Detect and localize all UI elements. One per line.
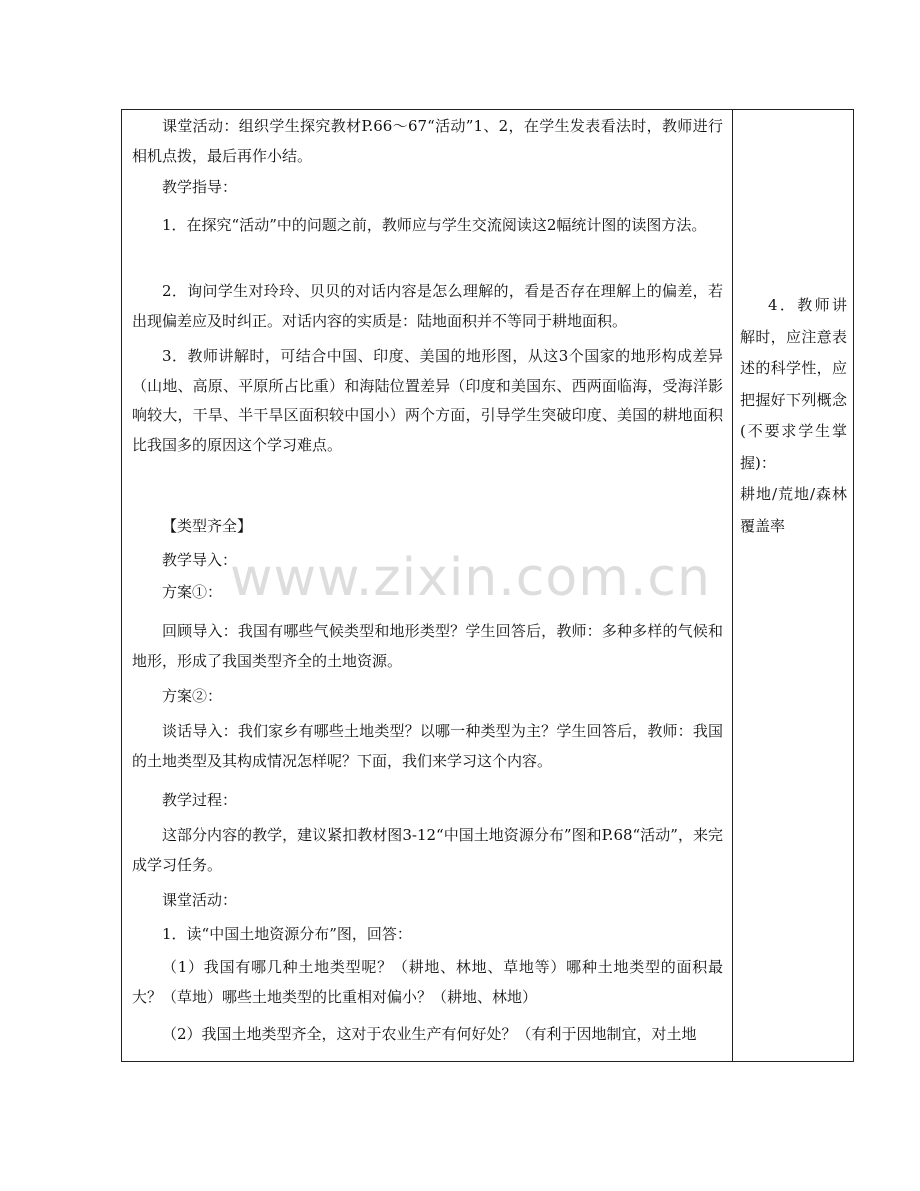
paragraph-review-intro: 回顾导入：我国有哪些气候类型和地形类型？学生回答后，教师：多种多样的气候和地形，形成了我国类型齐全的土地资源。	[132, 622, 723, 670]
paragraph-plan-1: 方案①：	[162, 583, 223, 601]
paragraph-class-activity: 课堂活动：组织学生探究教材P.66～67“活动”1、2，在学生发表看法时，教师进行相机点拨，最后再作小结。	[132, 117, 723, 165]
main-content-cell	[122, 110, 732, 1061]
paragraph-activity-1: 1．读“中国土地资源分布”图，回答：	[162, 925, 412, 943]
side-note-1: 4．教师讲解时，应注意表述的科学性，应把握好下列概念(不要求学生掌握)：	[740, 296, 847, 472]
paragraph-question-2: （2）我国土地类型齐全，这对于农业生产有何好处？（有利于因地制宜，对土地	[162, 1025, 697, 1043]
paragraph-intro-heading: 教学导入：	[162, 551, 238, 569]
paragraph-guidance-2: 2．询问学生对玲玲、贝贝的对话内容是怎么理解的，看是否存在理解上的偏差，若出现偏差应及时纠正。对话内容的实质是：陆地面积并不等同于耕地面积。	[132, 282, 723, 330]
paragraph-plan-2: 方案②：	[162, 687, 223, 705]
paragraph-guidance-3: 3．教师讲解时，可结合中国、印度、美国的地形图，从这3个国家的地形构成差异（山地、高原、平原所占比重）和海陆位置差异（印度和美国东、西两面临海，受海洋影响较大，干旱、半干旱区面积较中国小）两个方面，引导学生突破印度、美国的耕地面积比我国多的原因这个学习难点。	[132, 347, 723, 454]
side-note-text	[740, 290, 847, 542]
paragraph-process: 这部分内容的教学，建议紧扣教材图3-12“中国土地资源分布”图和P.68“活动”，来完成学习任务。	[132, 826, 723, 874]
paragraph-process-heading: 教学过程：	[162, 791, 238, 809]
paragraph-question-1: （1）我国有哪几种土地类型呢？（耕地、林地、草地等）哪种土地类型的面积最大？（草地）哪些土地类型的比重相对偏小？（耕地、林地）	[132, 958, 723, 1006]
paragraph-talk-intro: 谈话导入：我们家乡有哪些土地类型？以哪一种类型为主？学生回答后，教师：我国的土地类型及其构成情况怎样呢？下面，我们来学习这个内容。	[132, 722, 723, 770]
side-note-2: 耕地/荒地/森林覆盖率	[740, 485, 847, 535]
watermark: www.zixin.com.cn	[230, 548, 711, 608]
paragraph-activity-heading: 课堂活动：	[162, 891, 238, 909]
paragraph-guidance-1: 1．在探究“活动”中的问题之前，教师应与学生交流阅读这2幅统计图的读图方法。	[162, 216, 707, 234]
paragraph-guidance-heading: 教学指导：	[162, 178, 238, 196]
side-note-cell	[733, 110, 853, 1061]
lesson-table	[121, 109, 854, 1062]
section-heading-types: 【类型齐全】	[162, 517, 253, 535]
